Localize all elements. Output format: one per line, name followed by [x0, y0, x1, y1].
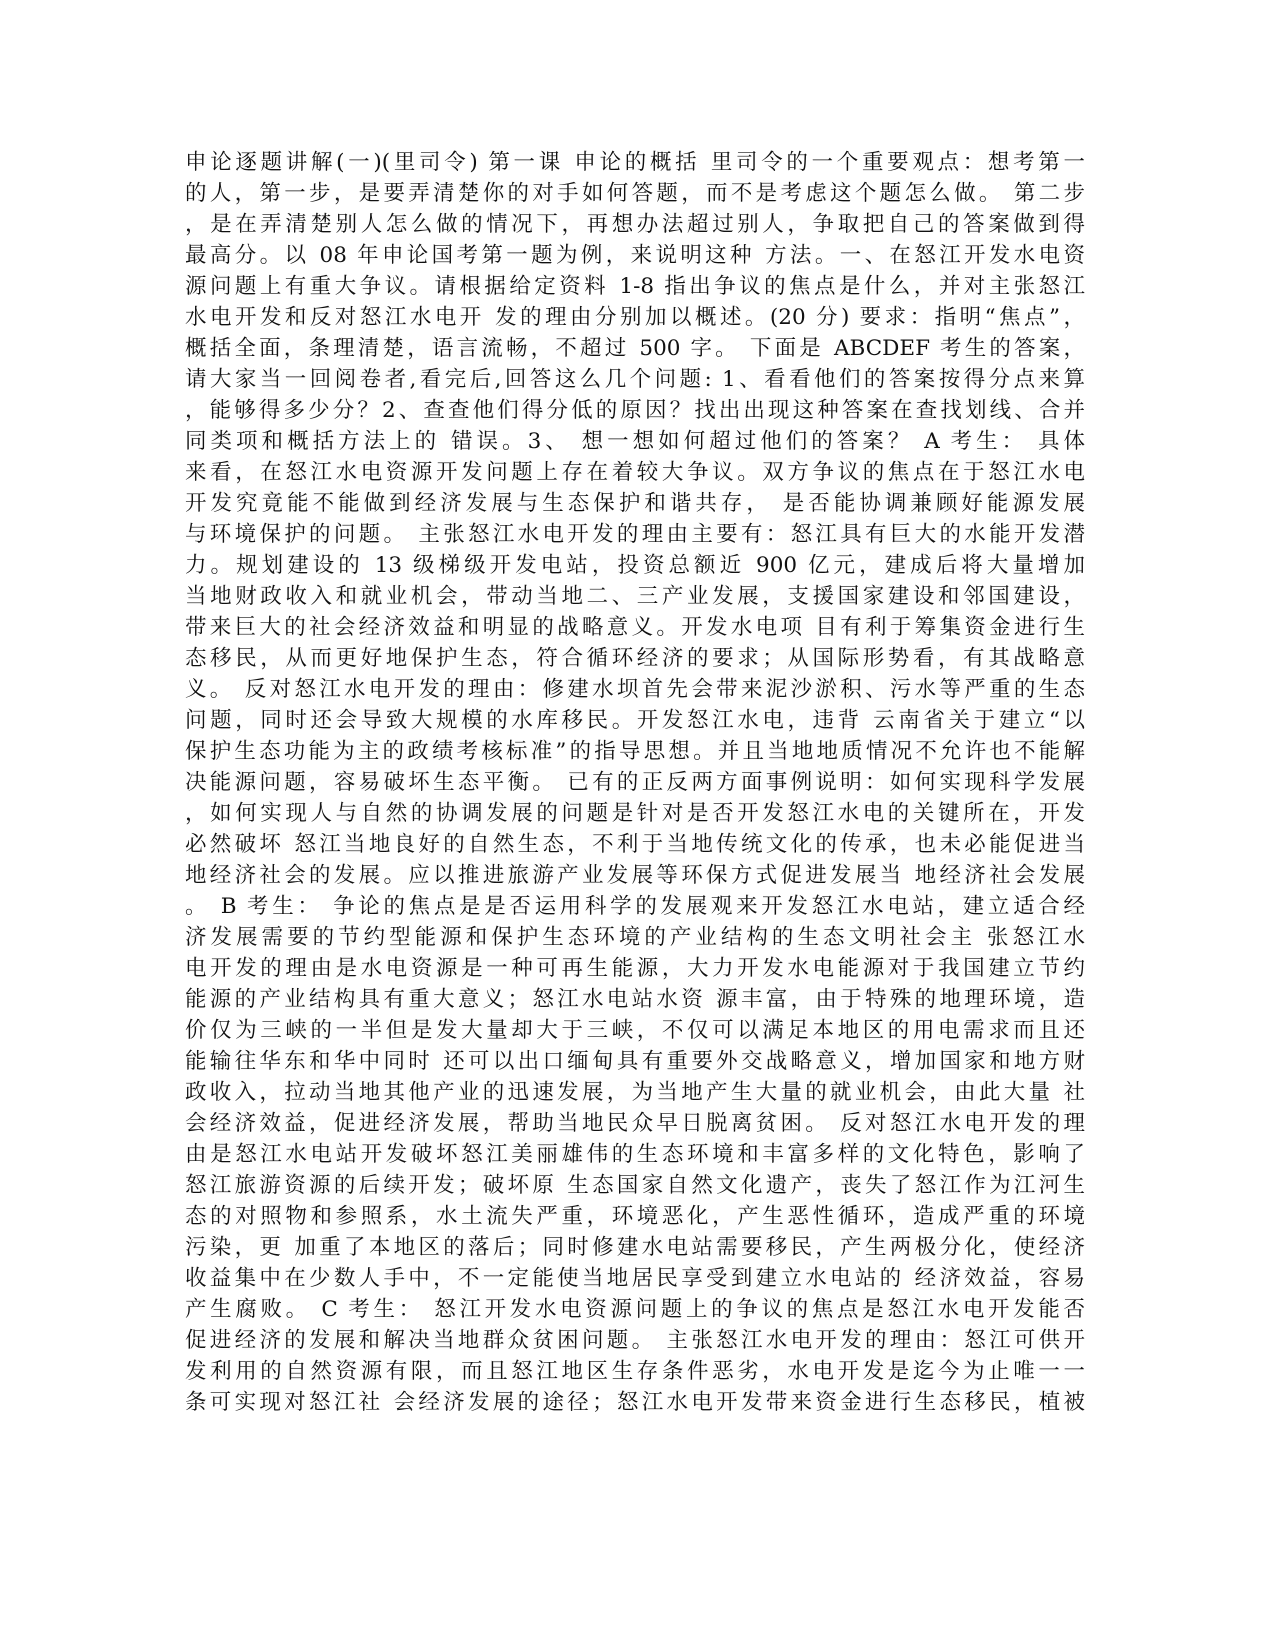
text-line: 能源的产业结构具有重大意义；怒江水电站水资 源丰富，由于特殊的地理环境，造	[185, 987, 1085, 1012]
text-line: 与环境保护的问题。 主张怒江水电开发的理由主要有：怒江具有巨大的水能开发潜	[185, 522, 1085, 547]
text-line: 发利用的自然资源有限，而且怒江地区生存条件恶劣，水电开发是迄今为止唯一一	[185, 1359, 1085, 1384]
text-line: 怒江旅游资源的后续开发；破坏原 生态国家自然文化遗产，丧失了怒江作为江河生	[185, 1173, 1085, 1198]
text-line: 地经济社会的发展。应以推进旅游产业发展等环保方式促进发展当 地经济社会发展	[185, 863, 1085, 888]
text-line: 产生腐败。 C 考生： 怒江开发水电资源问题上的争议的焦点是怒江水电开发能否	[185, 1297, 1085, 1322]
text-line: 问题，同时还会导致大规模的水库移民。开发怒江水电，违背 云南省关于建立“以	[185, 708, 1085, 733]
text-line: ，是在弄清楚别人怎么做的情况下，再想办法超过别人，争取把自己的答案做到得	[185, 212, 1085, 237]
text-line: 必然破坏 怒江当地良好的自然生态，不利于当地传统文化的传承，也未必能促进当	[185, 832, 1085, 857]
text-line: 态移民，从而更好地保护生态，符合循环经济的要求；从国际形势看，有其战略意	[185, 646, 1085, 671]
text-line: ，如何实现人与自然的协调发展的问题是针对是否开发怒江水电的关键所在，开发	[185, 801, 1085, 826]
text-line: 能输往华东和华中同时 还可以出口缅甸具有重要外交战略意义，增加国家和地方财	[185, 1049, 1085, 1074]
text-line: 保护生态功能为主的政绩考核标准”的指导思想。并且当地地质情况不允许也不能解	[185, 739, 1085, 764]
text-line: 带来巨大的社会经济效益和明显的战略意义。开发水电项 目有利于筹集资金进行生	[185, 615, 1085, 640]
text-line: ，能够得多少分？2、查查他们得分低的原因？找出出现这种答案在查找划线、合并	[185, 398, 1085, 423]
text-line: 力。规划建设的 13 级梯级开发电站，投资总额近 900 亿元，建成后将大量增加	[185, 553, 1085, 578]
text-line: 污染，更 加重了本地区的落后；同时修建水电站需要移民，产生两极分化，使经济	[185, 1235, 1085, 1260]
text-line: 济发展需要的节约型能源和保护生态环境的产业结构的生态文明社会主 张怒江水	[185, 925, 1085, 950]
text-line: 来看，在怒江水电资源开发问题上存在着较大争议。双方争议的焦点在于怒江水电	[185, 460, 1085, 485]
text-line: 政收入，拉动当地其他产业的迅速发展，为当地产生大量的就业机会，由此大量 社	[185, 1080, 1085, 1105]
text-line: 电开发的理由是水电资源是一种可再生能源，大力开发水电能源对于我国建立节约	[185, 956, 1085, 981]
text-line: 决能源问题，容易破坏生态平衡。 已有的正反两方面事例说明：如何实现科学发展	[185, 770, 1085, 795]
text-line: 最高分。以 08 年申论国考第一题为例，来说明这种 方法。一、在怒江开发水电资	[185, 243, 1085, 268]
text-line: 。 B 考生： 争论的焦点是是否运用科学的发展观来开发怒江水电站，建立适合经	[185, 894, 1085, 919]
text-line: 的人，第一步，是要弄清楚你的对手如何答题，而不是考虑这个题怎么做。 第二步	[185, 181, 1085, 206]
text-line: 价仅为三峡的一半但是发大量却大于三峡，不仅可以满足本地区的用电需求而且还	[185, 1018, 1085, 1043]
text-line: 当地财政收入和就业机会，带动当地二、三产业发展，支援国家建设和邻国建设，	[185, 584, 1085, 609]
text-line: 概括全面，条理清楚，语言流畅，不超过 500 字。 下面是 ABCDEF 考生的答案，	[185, 336, 1085, 361]
text-line: 申论逐题讲解(一)(里司令) 第一课 申论的概括 里司令的一个重要观点：想考第一	[185, 150, 1085, 175]
text-line: 义。 反对怒江水电开发的理由：修建水坝首先会带来泥沙淤积、污水等严重的生态	[185, 677, 1085, 702]
text-line: 会经济效益，促进经济发展，帮助当地民众早日脱离贫困。 反对怒江水电开发的理	[185, 1111, 1085, 1136]
text-line: 促进经济的发展和解决当地群众贫困问题。 主张怒江水电开发的理由：怒江可供开	[185, 1328, 1085, 1353]
text-line: 条可实现对怒江社 会经济发展的途径；怒江水电开发带来资金进行生态移民，植被	[185, 1390, 1085, 1415]
text-line: 水电开发和反对怒江水电开 发的理由分别加以概述。(20 分) 要求：指明“焦点”，	[185, 305, 1085, 330]
text-line: 态的对照物和参照系，水土流失严重，环境恶化，产生恶性循环，造成严重的环境	[185, 1204, 1085, 1229]
text-line: 同类项和概括方法上的 错误。3、 想一想如何超过他们的答案？ A 考生： 具体	[185, 429, 1085, 454]
text-line: 源问题上有重大争议。请根据给定资料 1-8 指出争议的焦点是什么，并对主张怒江	[185, 274, 1085, 299]
text-line: 开发究竟能不能做到经济发展与生态保护和谐共存， 是否能协调兼顾好能源发展	[185, 491, 1085, 516]
text-line: 收益集中在少数人手中，不一定能使当地居民享受到建立水电站的 经济效益，容易	[185, 1266, 1085, 1291]
text-line: 请大家当一回阅卷者,看完后,回答这么几个问题: 1、看看他们的答案按得分点来算	[185, 367, 1085, 392]
text-line: 由是怒江水电站开发破坏怒江美丽雄伟的生态环境和丰富多样的文化特色，影响了	[185, 1142, 1085, 1167]
body-text	[185, 147, 1085, 1418]
